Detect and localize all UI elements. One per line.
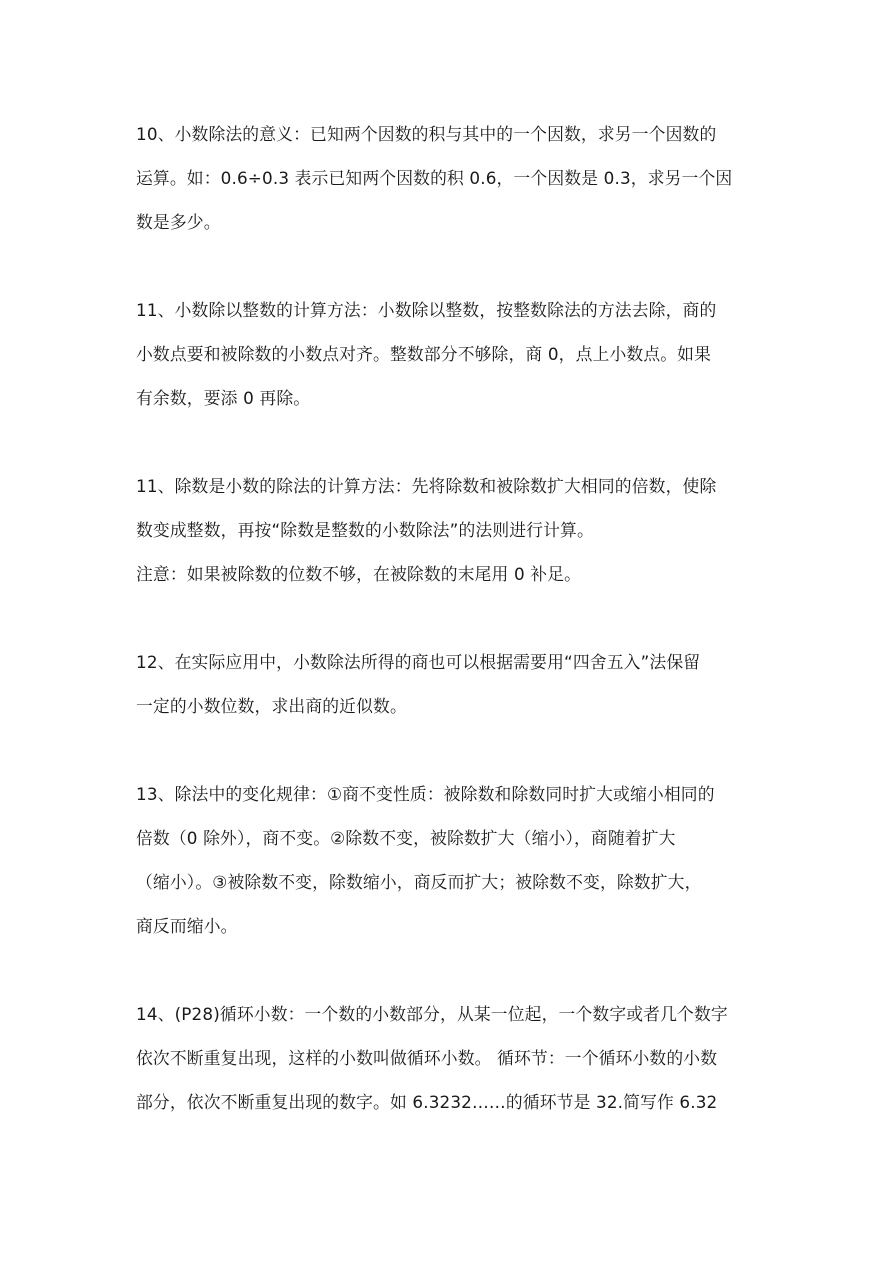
text-line: 注意：如果被除数的位数不够，在被除数的末尾用 0 补足。 [136, 564, 582, 584]
paragraph-spacer [136, 728, 758, 772]
text-line: 运算。如：0.6÷0.3 表示已知两个因数的积 0.6，一个因数是 0.3，求另一个因 [136, 168, 733, 188]
text-line: 数是多少。 [136, 212, 221, 232]
paragraph-spacer [136, 948, 758, 992]
paragraph-11-divisor-decimal [136, 464, 758, 552]
text-line: 有余数，要添 0 再除。 [136, 388, 311, 408]
paragraph-spacer [136, 420, 758, 464]
paragraph-10-division-meaning [136, 112, 758, 244]
text-line: 倍数（0 除外），商不变。②除数不变，被除数扩大（缩小），商随着扩大 [136, 828, 676, 848]
paragraph-spacer [136, 244, 758, 288]
paragraph-13-change-rules [136, 772, 758, 948]
text-line: 依次不断重复出现，这样的小数叫做循环小数。 循环节：一个循环小数的小数 [136, 1048, 718, 1068]
text-line: 12、在实际应用中，小数除法所得的商也可以根据需要用“四舍五入”法保留 [136, 652, 701, 672]
paragraph-spacer [136, 596, 758, 640]
text-line: 部分，依次不断重复出现的数字。如 6.3232……的循环节是 32.简写作 6.32 [136, 1092, 718, 1112]
paragraph-11-decimal-by-integer [136, 288, 758, 420]
text-line: 11、除数是小数的除法的计算方法：先将除数和被除数扩大相同的倍数，使除 [136, 476, 717, 496]
text-line: 小数点要和被除数的小数点对齐。整数部分不够除，商 0，点上小数点。如果 [136, 344, 712, 364]
paragraph-14-repeating-decimal [136, 992, 758, 1124]
document-page [136, 112, 758, 1124]
paragraph-12-rounding [136, 640, 758, 728]
text-line: 11、小数除以整数的计算方法：小数除以整数，按整数除法的方法去除，商的 [136, 300, 717, 320]
text-line: 13、除法中的变化规律：①商不变性质：被除数和除数同时扩大或缩小相同的 [136, 784, 715, 804]
text-line: 数变成整数，再按“除数是整数的小数除法”的法则进行计算。 [136, 520, 594, 540]
text-line: 14、(P28)循环小数：一个数的小数部分，从某一位起，一个数字或者几个数字 [136, 1004, 728, 1024]
paragraph-note [136, 552, 758, 596]
text-line: 10、小数除法的意义：已知两个因数的积与其中的一个因数，求另一个因数的 [136, 124, 717, 144]
text-line: （缩小）。③被除数不变，除数缩小，商反而扩大；被除数不变，除数扩大， [136, 872, 702, 892]
text-line: 一定的小数位数，求出商的近似数。 [136, 696, 407, 716]
text-line: 商反而缩小。 [136, 916, 238, 936]
